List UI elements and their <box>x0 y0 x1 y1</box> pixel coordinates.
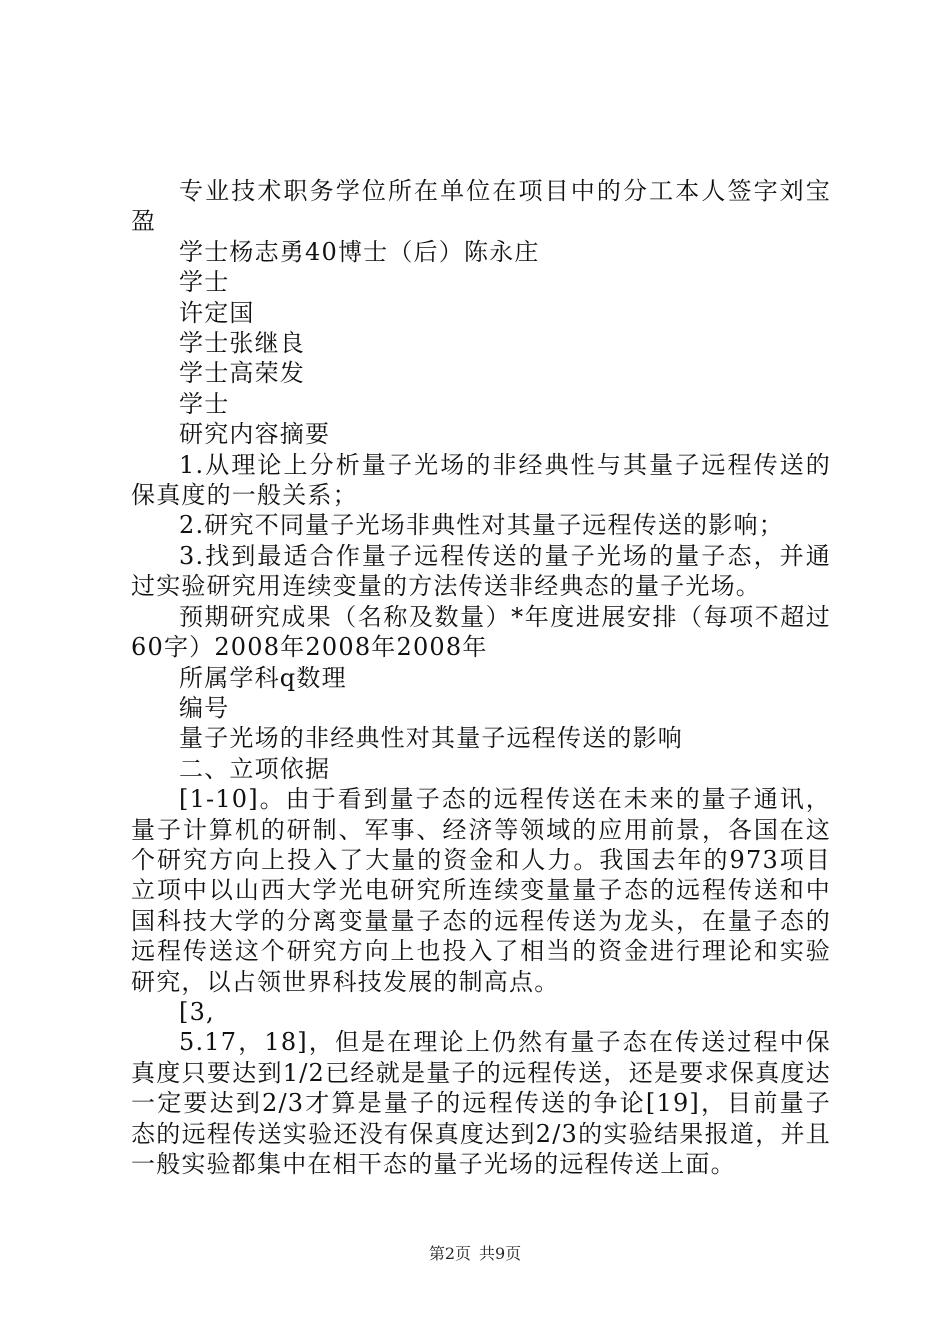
page-footer <box>0 1244 950 1264</box>
paragraph-personnel-row-5: 学士高荣发 <box>179 359 305 388</box>
paragraph-item-1: 1.从理论上分析量子光场的非经典性与其量子远程传送的保真度的一般关系； <box>131 450 831 510</box>
document-body <box>131 176 831 1179</box>
paragraph-project-title: 量子光场的非经典性对其量子远程传送的影响 <box>179 724 683 753</box>
paragraph-basis-body-2: 5.17，18]，但是在理论上仍然有量子态在传送过程中保真度只要达到1/2已经就是量子的远程传送，还是要求保真度达一定要达到2/3才算是量子的远程传送的争论[19]，目前量子态的远程传送实验还没有保真度达到2/3的实验结果报道，并且一般实验都集中在相干态的量子光场的远程传送上面。 <box>131 1028 831 1178</box>
paragraph-item-2: 2.研究不同量子光场非典性对其量子远程传送的影响； <box>179 511 784 540</box>
paragraph-personnel-row-6: 学士 <box>179 389 230 418</box>
page-total: 共9页 <box>479 1244 522 1263</box>
paragraph-number-label: 编号 <box>179 693 230 722</box>
paragraph-personnel-header: 专业技术职务学位所在单位在项目中的分工本人签字刘宝盈 <box>131 177 831 236</box>
paragraph-item-3: 3.找到最适合作量子远程传送的量子光场的量子态，并通过实验研究用连续变量的方法传送非经典态的量子光场。 <box>131 541 831 601</box>
paragraph-citation-fragment: [3, <box>179 997 215 1026</box>
paragraph-personnel-row-1: 学士杨志勇40博士（后）陈永庄 <box>179 237 540 266</box>
paragraph-personnel-row-2: 学士 <box>179 268 230 297</box>
paragraph-expected-results: 预期研究成果（名称及数量）*年度进展安排（每项不超过60字）2008年2008年2008年 <box>131 602 831 662</box>
section-heading-basis: 二、立项依据 <box>179 754 331 783</box>
paragraph-personnel-row-3: 许定国 <box>179 298 255 327</box>
paragraph-personnel-row-4: 学士张继良 <box>179 329 305 358</box>
paragraph-basis-body-1: [1-10]。由于看到量子态的远程传送在未来的量子通讯，量子计算机的研制、军事、经济等领域的应用前景，各国在这个研究方向上投入了大量的资金和人力。我国去年的973项目立项中以山西大学光电研究所连续变量量子态的远程传送和中国科技大学的分离变量量子态的远程传送为龙头，在量子态的远程传送这个研究方向上也投入了相当的资金进行理论和实验研究，以占领世界科技发展的制高点。 <box>131 785 831 996</box>
page-number: 第2页 <box>428 1244 471 1263</box>
section-heading-abstract: 研究内容摘要 <box>179 420 331 449</box>
paragraph-discipline: 所属学科q数理 <box>179 663 347 692</box>
